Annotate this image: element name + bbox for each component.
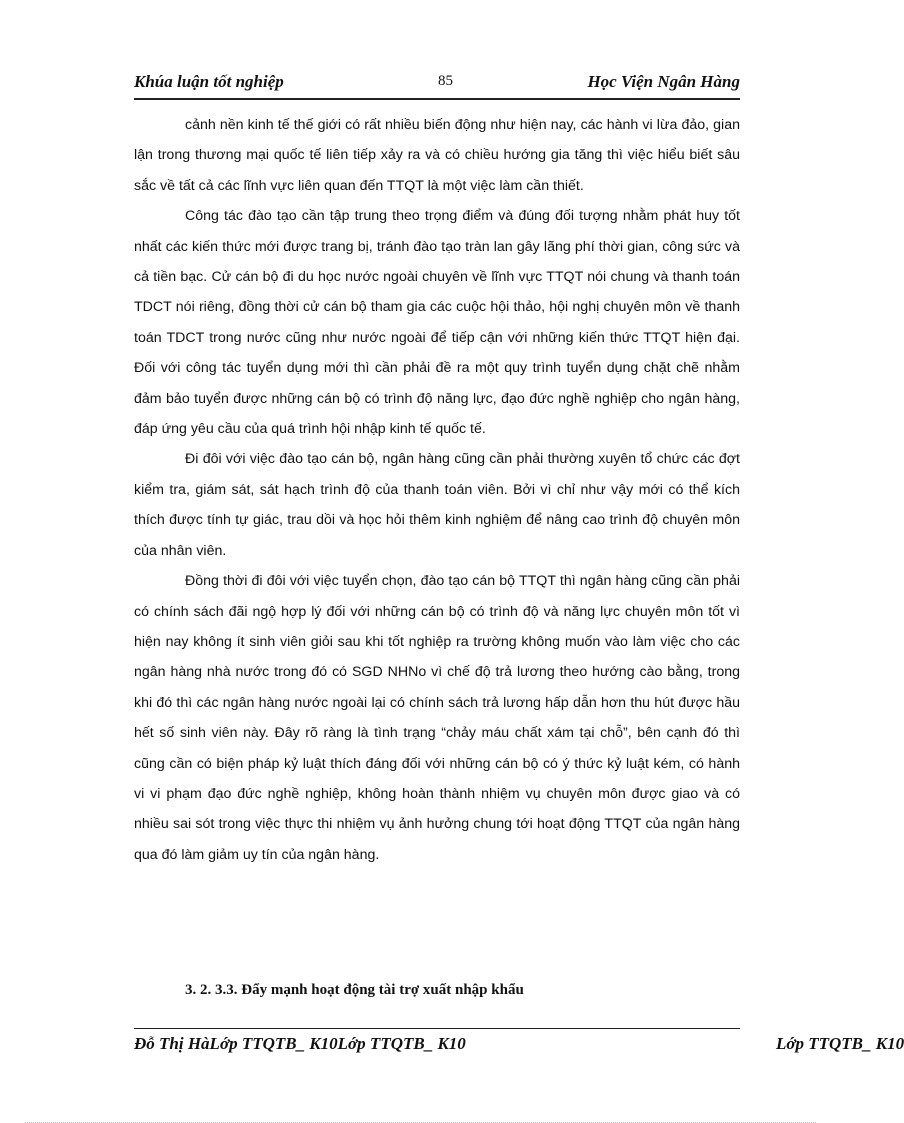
header-divider [134,98,740,100]
header-institution: Học Viện Ngân Hàng [587,72,740,91]
footer-class: Lớp TTQTB_ K10 [776,1034,904,1053]
body-text [134,110,740,870]
paragraph-compensation: Đồng thời đi đôi với việc tuyển chọn, đào tạo cán bộ TTQT thì ngân hàng cũng cần phải có chính sách đãi ngộ hợp lý đối với những cán bộ có trình độ và năng lực chuyên môn tốt vì hiện nay không ít sinh viên giỏi sau khi tốt nghiệp ra trường không muốn vào làm việc cho các ngân hàng nhà nước trong đó có SGD NHNo vì chế độ trả lương theo hướng cào bằng, trong khi đó thì các ngân hàng nước ngoài lại có chính sách trả lương hấp dẫn hơn thu hút được hầu hết số sinh viên này. Đây rõ ràng là tình trạng “chảy máu chất xám tại chỗ”, bên cạnh đó thì cũng cần có biện pháp kỷ luật thích đáng đối với những cán bộ có ý thức kỷ luật kém, có hành vi vi phạm đạo đức nghề nghiệp, không hoàn thành nhiệm vụ chuyên môn được giao và có nhiều sai sót trong việc thực thi nhiệm vụ ảnh hưởng chung tới hoạt động TTQT của ngân hàng qua đó làm giảm uy tín của ngân hàng. [134,573,740,863]
paragraph-training: Công tác đào tạo cần tập trung theo trọng điểm và đúng đối tượng nhằm phát huy tốt nhất các kiến thức mới được trang bị, tránh đào tạo tràn lan gây lãng phí thời gian, công sức và cả tiền bạc. Cử cán bộ đi du học nước ngoài chuyên về lĩnh vực TTQT nói chung và thanh toán TDCT nói riêng, đồng thời cử cán bộ tham gia các cuộc hội thảo, hội nghị chuyên môn về thanh toán TDCT trong nước cũng như nước ngoài để tiếp cận với những kiến thức TTQT hiện đại. Đối với công tác tuyển dụng mới thì cần phải đề ra một quy trình tuyển dụng chặt chẽ nhằm đảm bảo tuyển được những cán bộ có trình độ năng lực, đạo đức nghề nghiệp cho ngân hàng, đáp ứng yêu cầu của quá trình hội nhập kinh tế quốc tế. [134,208,740,438]
header-thesis-title: Khúa luận tốt nghiệp [134,72,284,91]
footer-author: Đỗ Thị HàLớp TTQTB_ K10Lớp TTQTB_ K10 [134,1034,466,1053]
section-heading: 3. 2. 3.3. Đẩy mạnh hoạt động tài trợ xuất nhập khẩu [185,982,524,998]
page-number: 85 [438,73,453,89]
footer-divider [134,1028,740,1029]
paragraph-inspection: Đi đôi với việc đào tạo cán bộ, ngân hàng cũng cần phải thường xuyên tổ chức các đợt kiểm tra, giám sát, sát hạch trình độ của thanh toán viên. Bởi vì chỉ như vậy mới có thể kích thích được tính tự giác, trau dồi và học hỏi thêm kinh nghiệm để nâng cao trình độ chuyên môn của nhân viên. [134,451,740,559]
paragraph-continuation: cảnh nền kinh tế thế giới có rất nhiều biến động như hiện nay, các hành vi lừa đảo, gian lận trong thương mại quốc tế liên tiếp xảy ra và có chiều hướng gia tăng thì việc hiểu biết sâu sắc về tất cả các lĩnh vực liên quan đến TTQT là một việc làm cần thiết. [134,117,740,194]
page-header [134,72,740,98]
